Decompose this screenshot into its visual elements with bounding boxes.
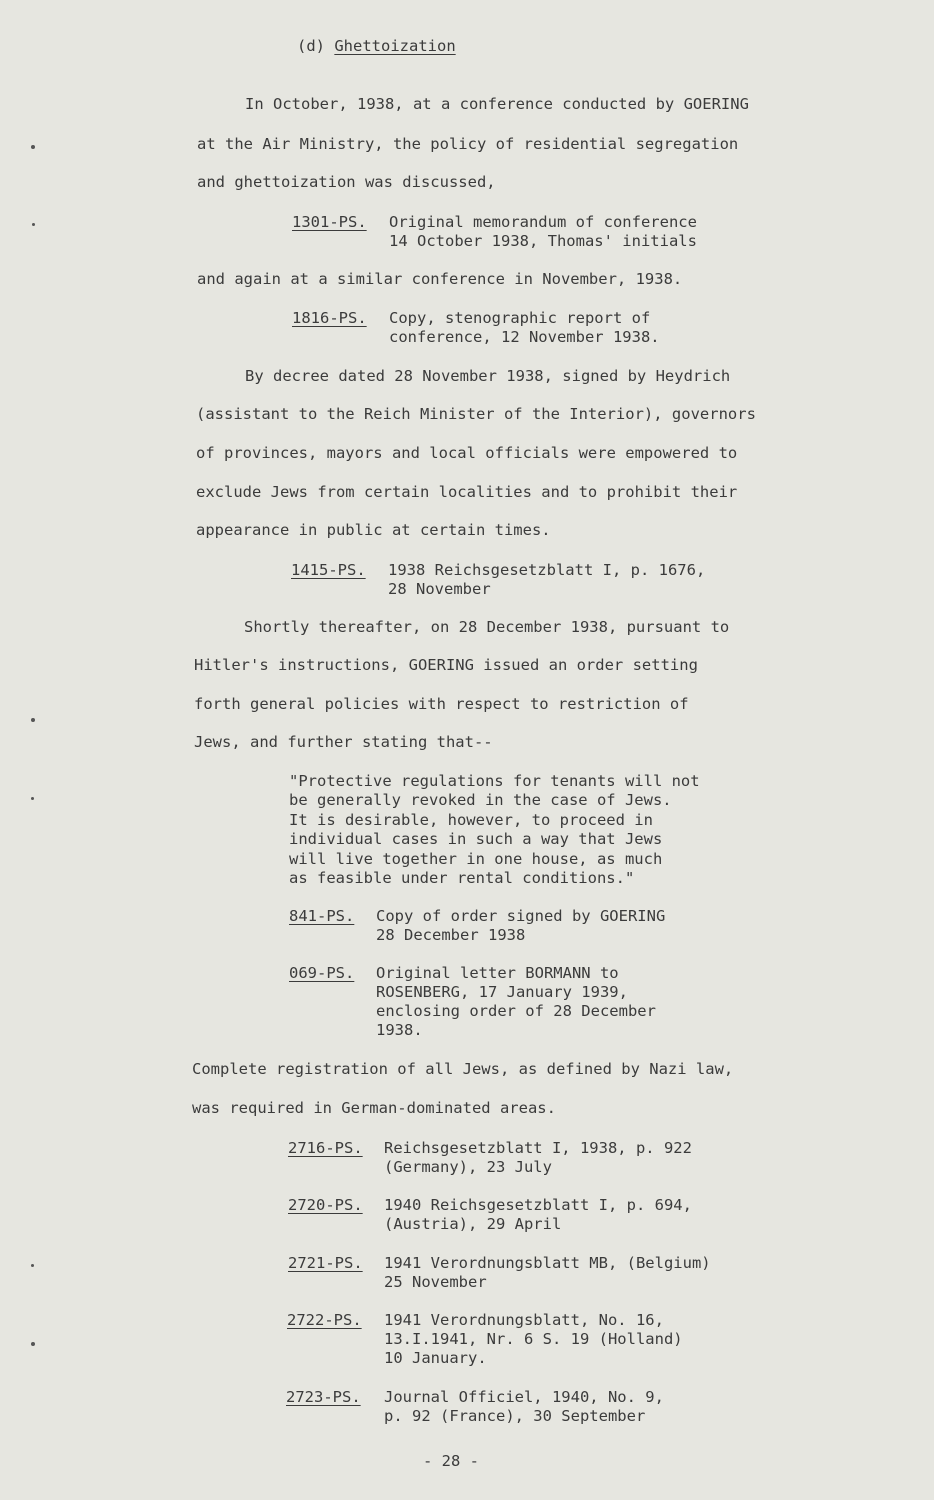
paragraph-line: Shortly thereafter, on 28 December 1938, pursuant to <box>244 618 730 636</box>
citation-code: 2721-PS. <box>288 1254 363 1272</box>
paragraph-line: forth general policies with respect to restriction of <box>194 695 689 713</box>
citation-description: Journal Officiel, 1940, No. 9, p. 92 (France), 30 September <box>384 1388 664 1425</box>
paragraph-line: Complete registration of all Jews, as defined by Nazi law, <box>192 1060 734 1078</box>
citation <box>292 309 660 347</box>
section-title: Ghettoization <box>334 37 456 55</box>
citation <box>289 907 665 945</box>
paragraph-line: Jews, and further stating that-- <box>194 733 493 751</box>
scan-speck <box>31 1264 34 1267</box>
citation-code: 1816-PS. <box>292 309 367 327</box>
citation <box>288 1254 711 1292</box>
section-label: (d) <box>297 37 325 55</box>
paragraph-line: at the Air Ministry, the policy of residential segregation <box>197 135 739 153</box>
page-number: - 28 - <box>423 1452 479 1470</box>
citation-description: Reichsgesetzblatt I, 1938, p. 922 (Germany), 23 July <box>384 1139 692 1176</box>
scan-speck <box>32 223 35 226</box>
citation-code: 2723-PS. <box>286 1388 361 1406</box>
scan-speck <box>31 797 34 800</box>
citation-code: 2720-PS. <box>288 1196 363 1214</box>
citation <box>288 1139 692 1177</box>
paragraph-line: was required in German-dominated areas. <box>192 1099 556 1117</box>
paragraph-line: of provinces, mayors and local officials were empowered to <box>196 444 738 462</box>
paragraph-line: and ghettoization was discussed, <box>197 173 496 191</box>
citation-description: Original letter BORMANN to ROSENBERG, 17 January 1939, enclosing order of 28 December 1938. <box>376 964 656 1039</box>
citation-description: Original memorandum of conference 14 October 1938, Thomas' initials <box>389 213 697 250</box>
citation-description: 1940 Reichsgesetzblatt I, p. 694, (Austria), 29 April <box>384 1196 692 1233</box>
citation <box>289 964 656 1040</box>
citation-description: Copy, stenographic report of conference, 12 November 1938. <box>389 309 660 346</box>
citation <box>291 561 705 599</box>
scan-speck <box>31 1342 35 1346</box>
scan-speck <box>31 145 35 149</box>
block-quote: "Protective regulations for tenants will not be generally revoked in the case of Jews. It is desirable, however, to proceed in individual cases in such a way that Jews will live together in one house, as much as feasible under rental conditions." <box>289 772 700 888</box>
paragraph-line: and again at a similar conference in November, 1938. <box>197 270 683 288</box>
citation-code: 1415-PS. <box>291 561 366 579</box>
paragraph-line: Hitler's instructions, GOERING issued an order setting <box>194 656 698 674</box>
citation-code: 2716-PS. <box>288 1139 363 1157</box>
citation-description: 1941 Verordnungsblatt MB, (Belgium) 25 November <box>384 1254 711 1291</box>
citation-code: 2722-PS. <box>287 1311 362 1329</box>
paragraph-line: (assistant to the Reich Minister of the Interior), governors <box>196 405 756 423</box>
scan-speck <box>31 718 35 722</box>
citation-description: 1941 Verordnungsblatt, No. 16, 13.I.1941, Nr. 6 S. 19 (Holland) 10 January. <box>384 1311 683 1367</box>
citation-description: 1938 Reichsgesetzblatt I, p. 1676, 28 November <box>388 561 706 598</box>
citation <box>286 1388 664 1426</box>
citation-code: 841-PS. <box>289 907 355 925</box>
paragraph-line: appearance in public at certain times. <box>196 521 551 539</box>
paragraph-line: In October, 1938, at a conference conducted by GOERING <box>245 95 749 113</box>
citation <box>287 1311 683 1368</box>
citation <box>288 1196 692 1234</box>
citation <box>292 213 697 251</box>
paragraph-line: By decree dated 28 November 1938, signed by Heydrich <box>245 367 731 385</box>
paragraph-line: exclude Jews from certain localities and to prohibit their <box>196 483 738 501</box>
citation-code: 069-PS. <box>289 964 355 982</box>
citation-description: Copy of order signed by GOERING 28 December 1938 <box>376 907 666 944</box>
section-heading <box>297 37 456 55</box>
citation-code: 1301-PS. <box>292 213 367 231</box>
